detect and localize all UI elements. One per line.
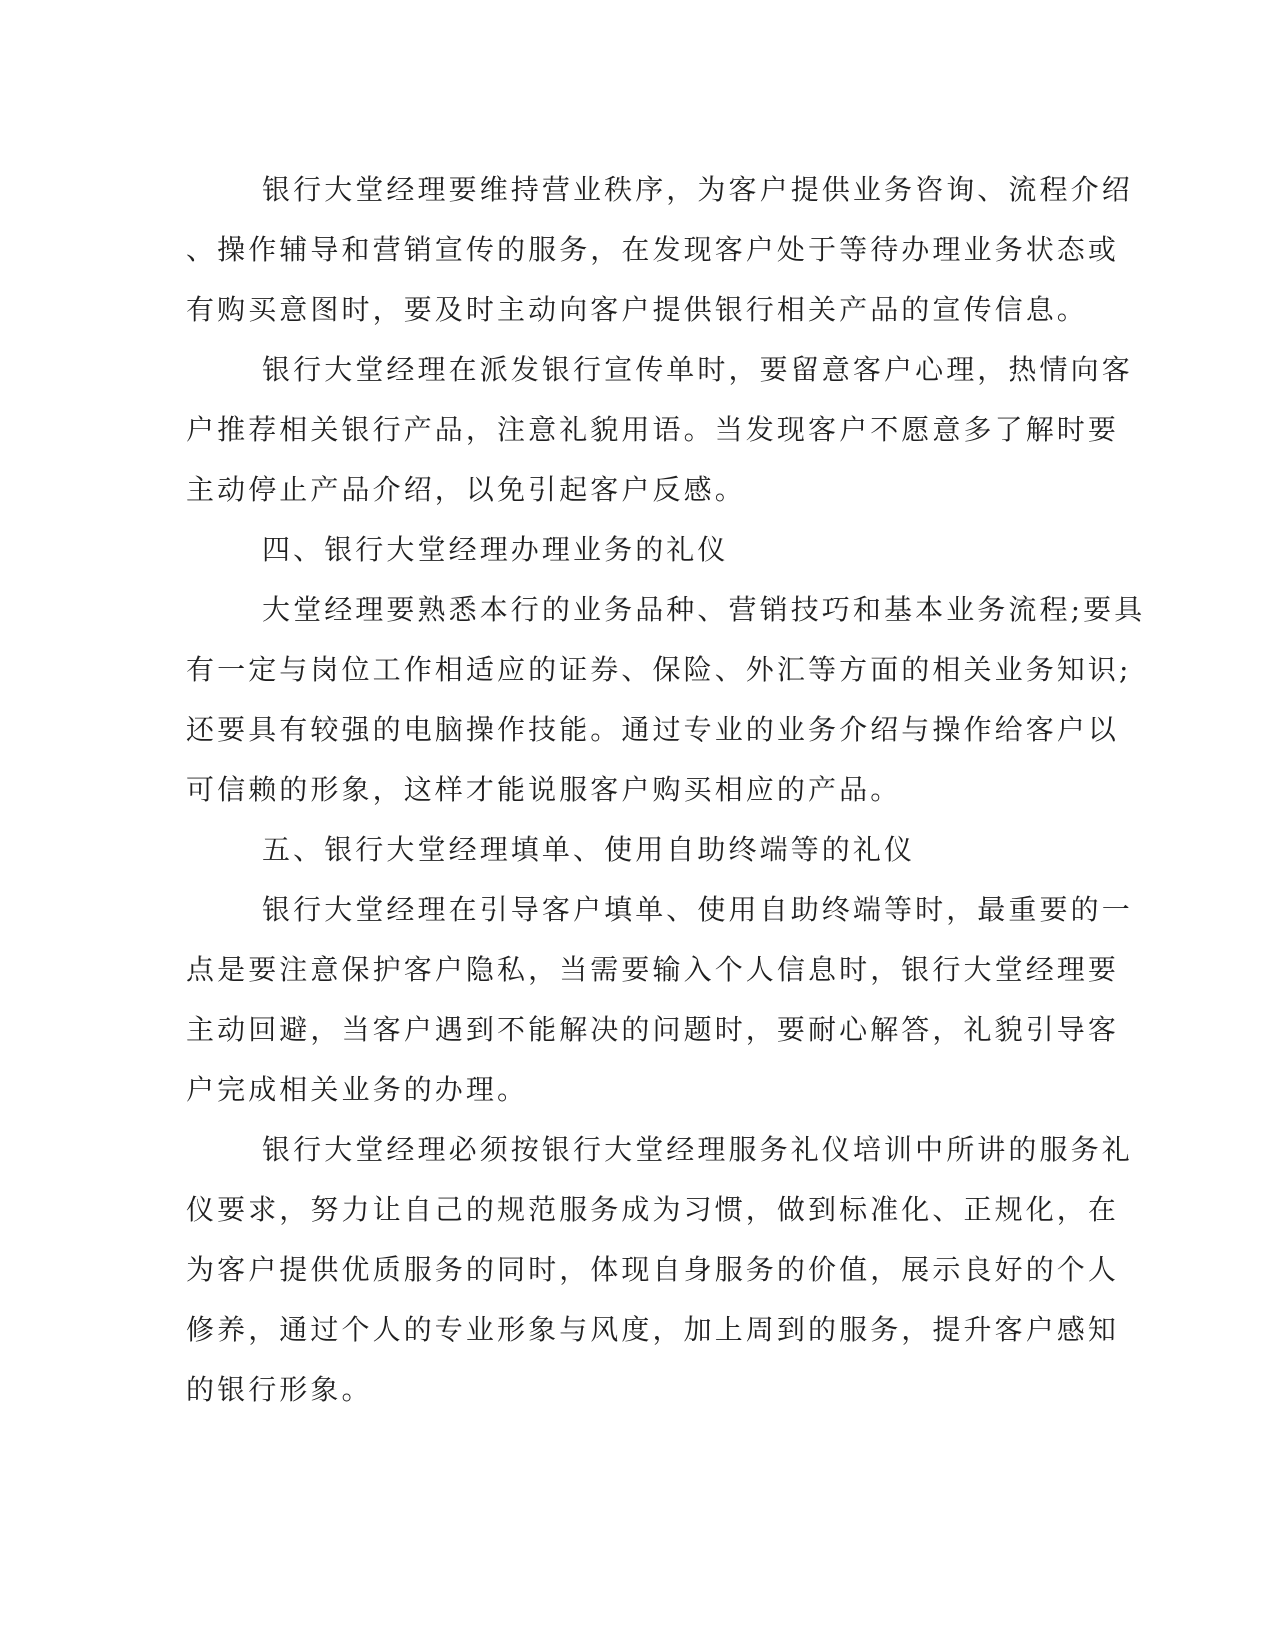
paragraph	[186, 340, 1133, 520]
paragraph-line: 修养，通过个人的专业形象与风度，加上周到的服务，提升客户感知	[186, 1313, 1120, 1346]
paragraph-line: 户完成相关业务的办理。	[186, 1073, 529, 1106]
paragraph	[186, 1120, 1133, 1420]
paragraph-line: 仪要求，努力让自己的规范服务成为习惯，做到标准化、正规化，在	[186, 1193, 1120, 1226]
paragraph-line: 银行大堂经理在派发银行宣传单时，要留意客户心理，热情向客	[262, 353, 1133, 386]
section-heading	[186, 520, 1066, 580]
paragraph-line: 银行大堂经理在引导客户填单、使用自助终端等时，最重要的一	[262, 893, 1133, 926]
paragraph-line: 、操作辅导和营销宣传的服务，在发现客户处于等待办理业务状态或	[186, 233, 1120, 266]
paragraph-line: 有购买意图时，要及时主动向客户提供银行相关产品的宣传信息。	[186, 293, 1088, 326]
paragraph	[186, 160, 1133, 340]
paragraph	[186, 580, 1146, 820]
paragraph-line: 大堂经理要熟悉本行的业务品种、营销技巧和基本业务流程;要具	[262, 593, 1146, 626]
paragraph-line: 主动停止产品介绍，以免引起客户反感。	[186, 473, 746, 506]
paragraph-line: 户推荐相关银行产品，注意礼貌用语。当发现客户不愿意多了解时要	[186, 413, 1120, 446]
paragraph-line: 还要具有较强的电脑操作技能。通过专业的业务介绍与操作给客户以	[186, 713, 1120, 746]
paragraph-line: 有一定与岗位工作相适应的证券、保险、外汇等方面的相关业务知识;	[186, 653, 1132, 686]
section-heading-text: 四、银行大堂经理办理业务的礼仪	[262, 533, 729, 566]
paragraph-line: 主动回避，当客户遇到不能解决的问题时，要耐心解答，礼貌引导客	[186, 1013, 1120, 1046]
paragraph	[186, 880, 1133, 1120]
paragraph-line: 银行大堂经理必须按银行大堂经理服务礼仪培训中所讲的服务礼	[262, 1133, 1133, 1166]
paragraph-line: 银行大堂经理要维持营业秩序，为客户提供业务咨询、流程介绍	[262, 173, 1133, 206]
document-body	[186, 160, 1146, 1420]
paragraph-line: 可信赖的形象，这样才能说服客户购买相应的产品。	[186, 773, 902, 806]
paragraph-line: 为客户提供优质服务的同时，体现自身服务的价值，展示良好的个人	[186, 1253, 1120, 1286]
paragraph-line: 的银行形象。	[186, 1373, 373, 1406]
paragraph-line: 点是要注意保护客户隐私，当需要输入个人信息时，银行大堂经理要	[186, 953, 1120, 986]
section-heading-text: 五、银行大堂经理填单、使用自助终端等的礼仪	[262, 833, 916, 866]
section-heading	[186, 820, 1066, 880]
